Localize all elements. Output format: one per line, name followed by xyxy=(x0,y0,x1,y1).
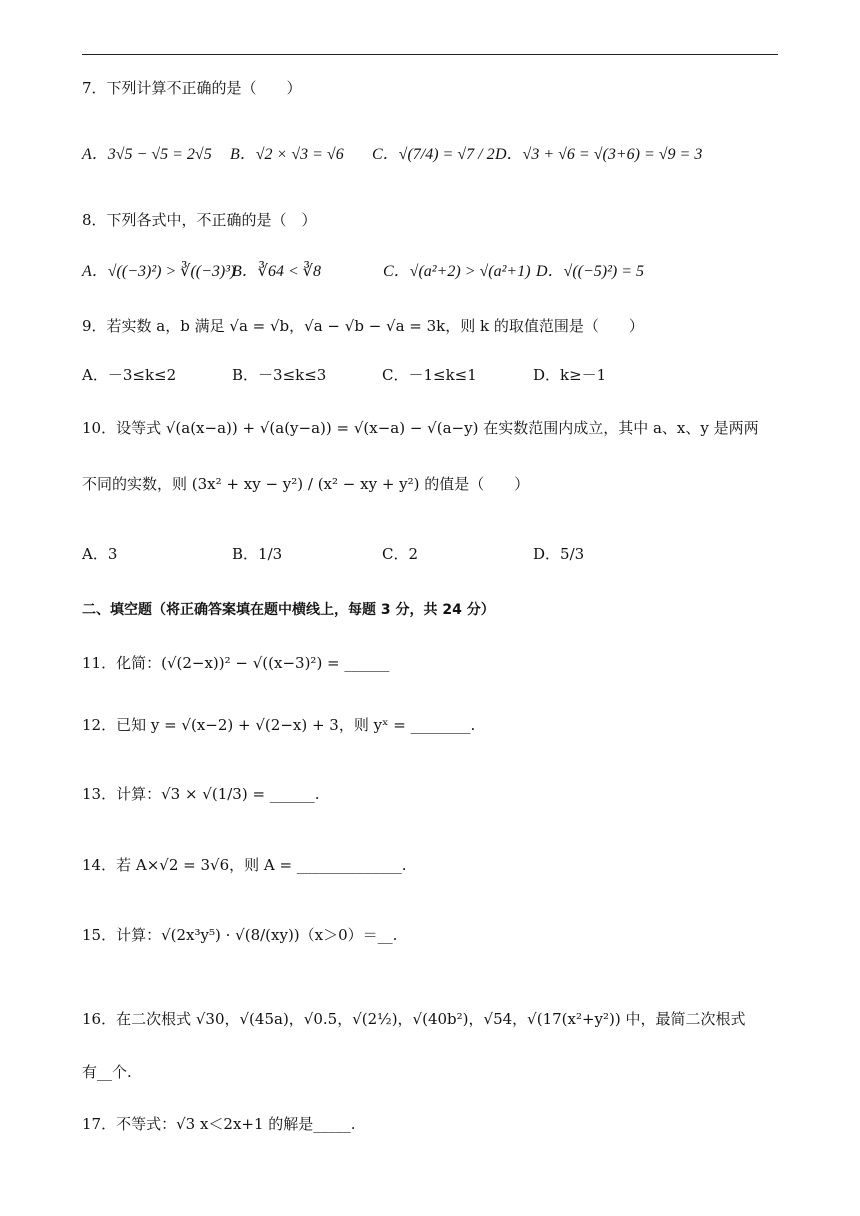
question-12: 12．已知 y = √(x−2) + √(2−x) + 3，则 yˣ = ________. xyxy=(82,716,476,734)
question-13: 13．计算：√3 × √(1/3) = ______. xyxy=(82,785,320,803)
question-16-line2: 有__个. xyxy=(82,1063,132,1081)
question-10-stem-line1: 10．设等式 √(a(x−a)) + √(a(y−a)) = √(x−a) − √(a−y) 在实数范围内成立，其中 a、x、y 是两两 xyxy=(82,419,759,437)
question-10-option-a: A．3 xyxy=(82,545,118,563)
section-2-heading: 二、填空题（将正确答案填在题中横线上，每题 3 分，共 24 分） xyxy=(82,602,495,618)
question-8-stem: 8．下列各式中，不正确的是（ ） xyxy=(82,211,317,229)
question-10-option-d: D．5/3 xyxy=(533,545,585,563)
question-8-option-d: D．√((−5)²) = 5 xyxy=(536,263,645,280)
question-9-option-a: A．－3≤k≤2 xyxy=(82,366,177,384)
question-8-option-a: A．√((−3)²) > ∛((−3)³) xyxy=(82,263,236,280)
question-7-stem: 7．下列计算不正确的是（ ） xyxy=(82,79,302,97)
question-9-option-d: D．k≥－1 xyxy=(533,366,607,384)
question-9-option-b: B．－3≤k≤3 xyxy=(232,366,327,384)
question-8-option-c: C．√(a²+2) > √(a²+1) xyxy=(383,263,531,280)
question-15: 15．计算：√(2x³y⁵) · √(8/(xy))（x＞0）＝__. xyxy=(82,926,398,944)
question-10-option-c: C．2 xyxy=(382,545,419,563)
question-7-option-c: C．√(7/4) = √7 / 2 xyxy=(372,146,495,163)
header-rule xyxy=(82,54,778,55)
question-16-line1: 16．在二次根式 √30，√(45a)，√0.5，√(2½)，√(40b²)，√54，√(17(x²+y²)) 中，最简二次根式 xyxy=(82,1010,746,1028)
question-14: 14．若 A×√2 = 3√6，则 A = ______________. xyxy=(82,856,407,874)
question-17: 17．不等式：√3 x＜2x+1 的解是_____. xyxy=(82,1115,356,1133)
question-8-option-b: B．∛64 < ∛8 xyxy=(232,263,321,280)
question-7-option-d: D．√3 + √6 = √(3+6) = √9 = 3 xyxy=(495,146,703,163)
question-9-option-c: C．－1≤k≤1 xyxy=(382,366,477,384)
question-10-option-b: B．1/3 xyxy=(232,545,283,563)
question-7-option-b: B．√2 × √3 = √6 xyxy=(230,146,344,163)
question-7-option-a: A．3√5 − √5 = 2√5 xyxy=(82,146,212,163)
question-11: 11．化简：(√(2−x))² − √((x−3)²) = ______ xyxy=(82,654,390,672)
question-10-stem-line2: 不同的实数，则 (3x² + xy − y²) / (x² − xy + y²) 的值是（ ） xyxy=(82,475,530,493)
question-9-stem: 9．若实数 a，b 满足 √a = √b，√a − √b − √a = 3k，则 k 的取值范围是（ ） xyxy=(82,317,644,335)
